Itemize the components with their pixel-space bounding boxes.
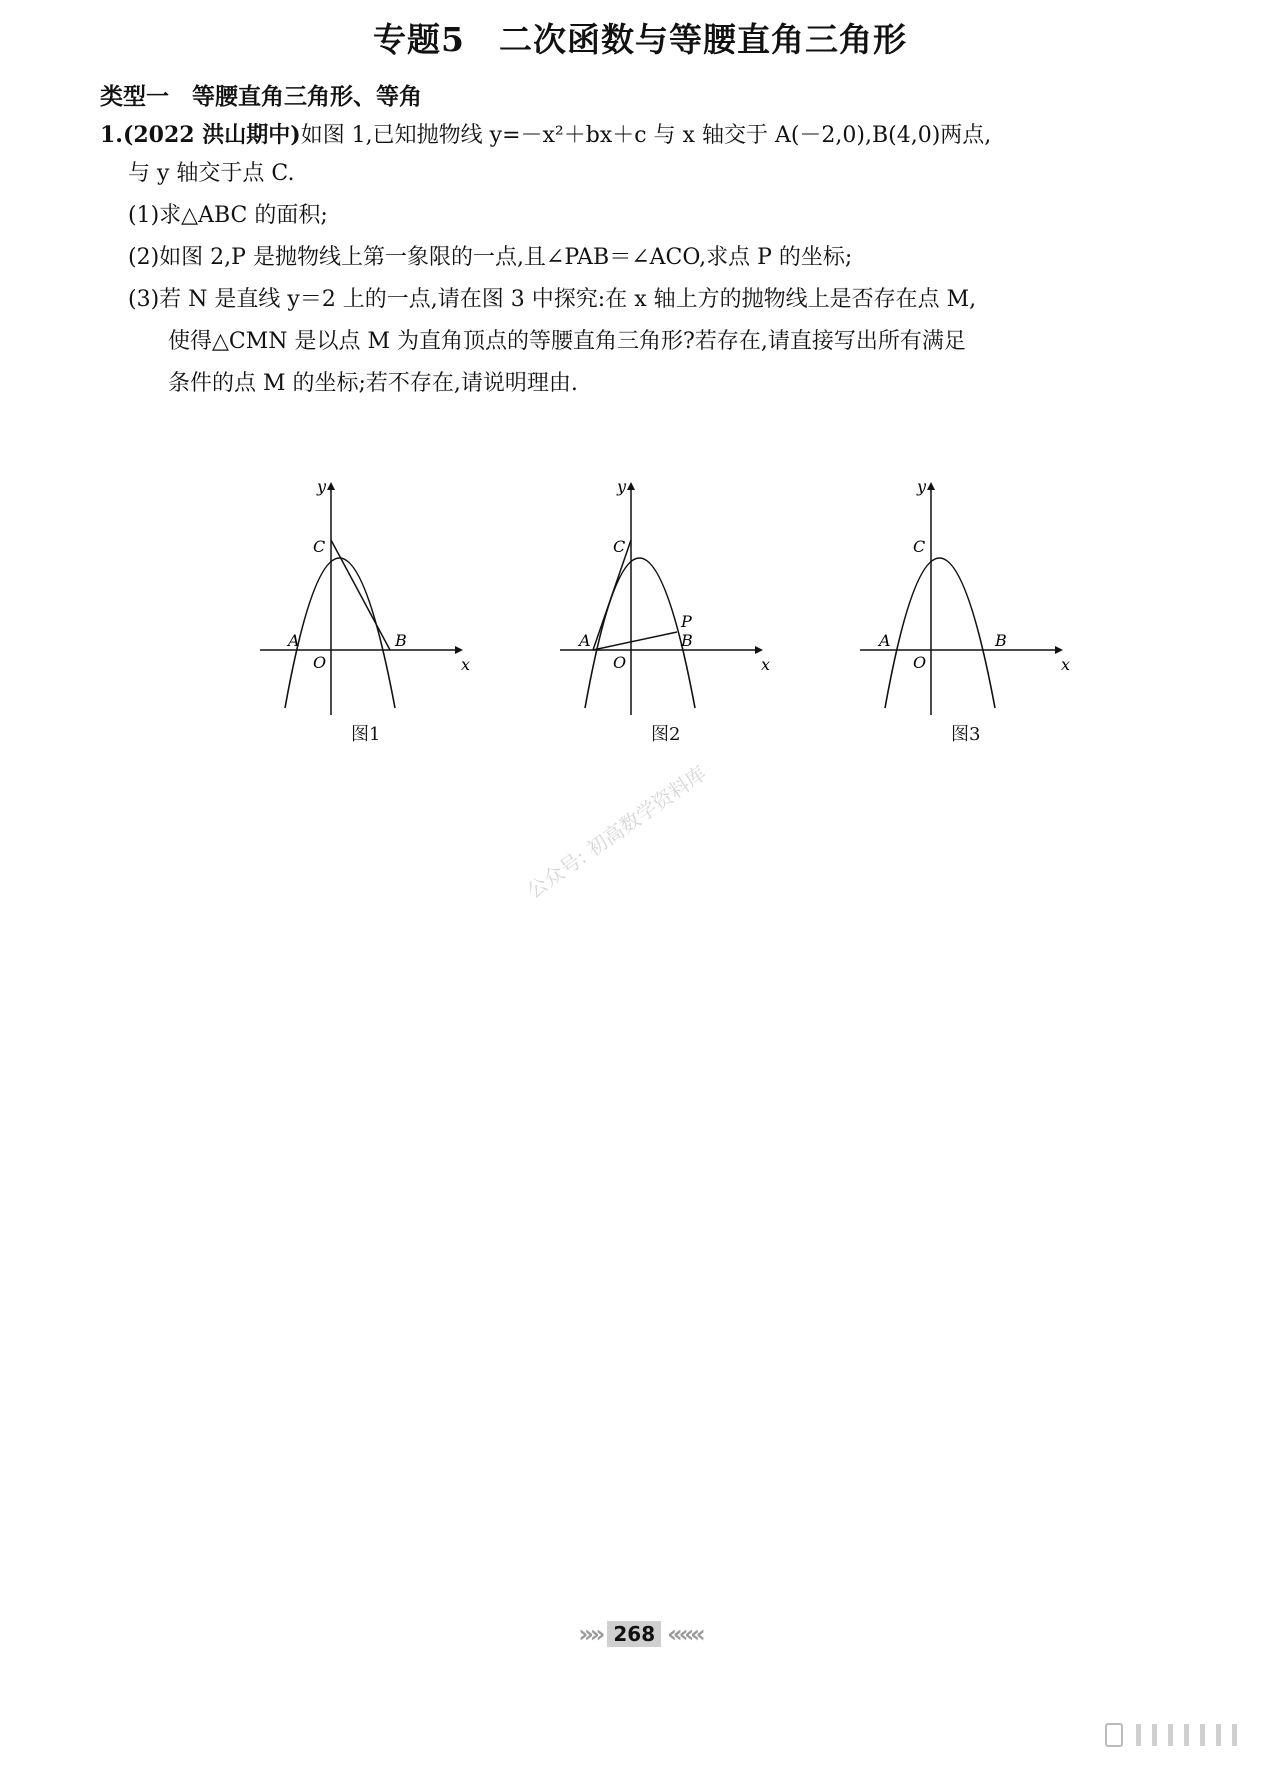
- figures-row: [255, 470, 1075, 770]
- label-c: C: [913, 537, 926, 556]
- page-title: 专题5 二次函数与等腰直角三角形: [373, 20, 907, 59]
- segment-cb: [331, 540, 390, 650]
- question-part-1: (1)求△ABC 的面积;: [128, 203, 328, 228]
- figure-2-caption: 图2: [651, 724, 681, 745]
- label-x: x: [461, 655, 471, 674]
- label-o: O: [613, 653, 627, 672]
- y-axis-arrow-icon: [927, 482, 935, 490]
- question-line-1: [100, 118, 991, 149]
- parabola: [885, 558, 995, 708]
- right-arrows-icon: «««: [667, 1620, 702, 1648]
- label-a: A: [579, 631, 591, 650]
- label-b: B: [395, 631, 407, 650]
- label-y: y: [917, 477, 927, 496]
- x-axis-arrow-icon: [455, 646, 463, 654]
- section-heading: 类型一 等腰直角三角形、等角: [100, 84, 422, 110]
- segment-ac: [593, 540, 631, 650]
- label-a: A: [288, 631, 300, 650]
- corner-mark-icon: [1102, 1720, 1252, 1750]
- question-stem-2: 与 y 轴交于点 C.: [128, 161, 295, 186]
- question-source: (2022 洪山期中): [122, 122, 301, 148]
- label-y: y: [617, 477, 627, 496]
- parabola: [585, 558, 695, 708]
- label-b: B: [995, 631, 1007, 650]
- figure-1: [255, 470, 475, 750]
- label-a: A: [879, 631, 891, 650]
- question-part-3-line-3: 条件的点 M 的坐标;若不存在,请说明理由.: [168, 371, 578, 396]
- x-axis-arrow-icon: [1055, 646, 1063, 654]
- label-p: P: [681, 612, 692, 631]
- page-number: 268: [607, 1621, 661, 1647]
- segment-ap: [593, 632, 677, 650]
- label-b: B: [681, 631, 693, 650]
- figure-3-caption: 图3: [951, 724, 981, 745]
- label-x: x: [1061, 655, 1071, 674]
- question-stem-1: 如图 1,已知抛物线 y=－x²＋bx＋c 与 x 轴交于 A(－2,0),B(4,0)两点,: [300, 123, 992, 148]
- parabola: [285, 558, 395, 708]
- page-number-bar: [0, 1620, 1280, 1648]
- y-axis-arrow-icon: [327, 482, 335, 490]
- left-arrows-icon: »»: [578, 1620, 602, 1648]
- x-axis-arrow-icon: [755, 646, 763, 654]
- question-part-3-line-1: (3)若 N 是直线 y＝2 上的一点,请在图 3 中探究:在 x 轴上方的抛物线上是否存在点 M,: [128, 287, 977, 312]
- label-c: C: [313, 537, 326, 556]
- question-part-3-line-2: 使得△CMN 是以点 M 为直角顶点的等腰直角三角形?若存在,请直接写出所有满足: [168, 329, 966, 354]
- label-o: O: [913, 653, 927, 672]
- figure-3: [855, 470, 1075, 750]
- label-c: C: [613, 537, 626, 556]
- y-axis-arrow-icon: [627, 482, 635, 490]
- question-part-2: (2)如图 2,P 是抛物线上第一象限的一点,且∠PAB＝∠ACO,求点 P 的坐标;: [128, 245, 853, 270]
- label-x: x: [761, 655, 771, 674]
- figure-1-caption: 图1: [351, 724, 381, 745]
- label-y: y: [317, 477, 327, 496]
- label-o: O: [313, 653, 327, 672]
- question-number: 1.: [100, 122, 123, 148]
- figure-2: [555, 470, 775, 750]
- watermark: 公众号: 初高数学资料库: [522, 761, 711, 903]
